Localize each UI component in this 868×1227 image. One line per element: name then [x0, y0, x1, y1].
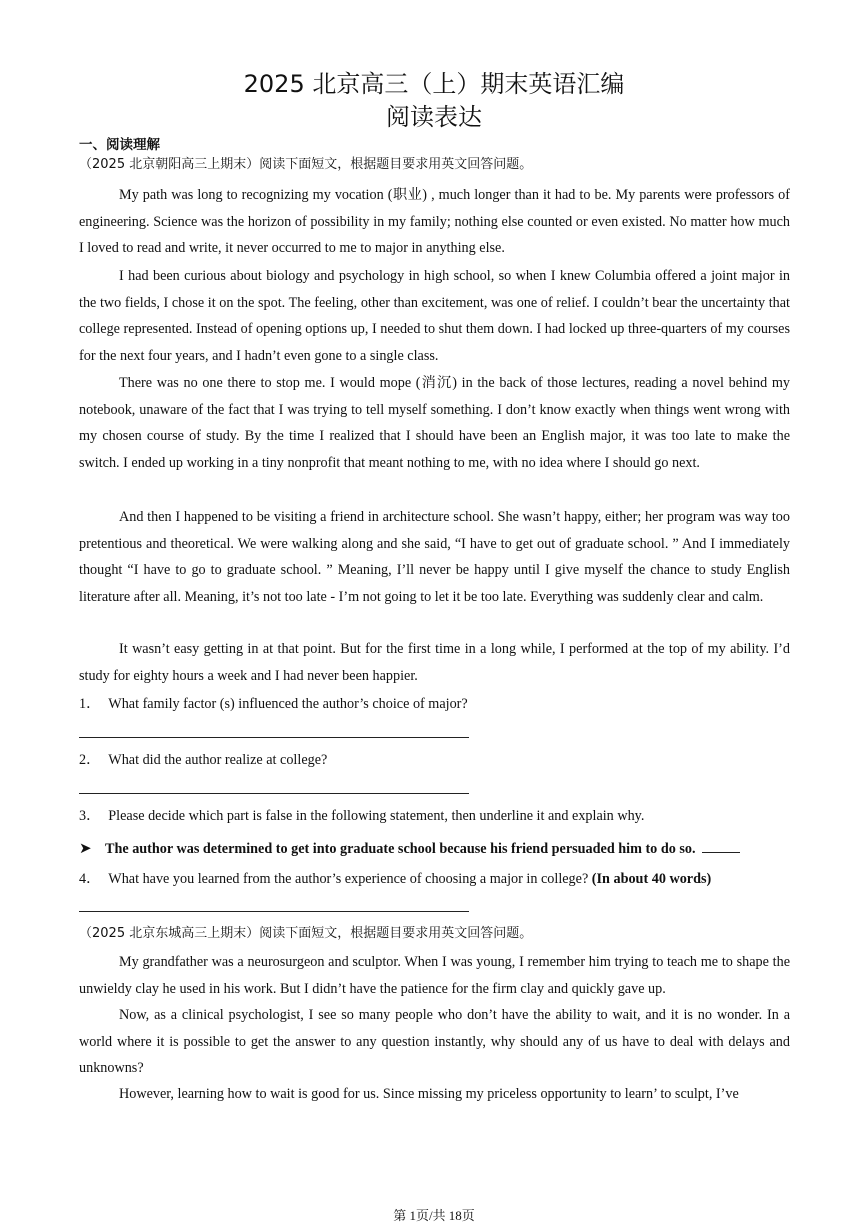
- passage2-paragraph-3: However, learning how to wait is good for us. Since missing my priceless opportunity to learn’ to sculpt, I’ve: [119, 1086, 739, 1102]
- answer-line-4[interactable]: [79, 911, 469, 912]
- passage1-paragraph-2: I had been curious about biology and psychology in high school, so when I knew Columbia offered a joint major in the two fields, I chose it on the spot. The feeling, other than excitement, was one of relief. I couldn’t bear the uncertainty that college represented. Instead of opening options up, I needed to shut them down. I had locked up three-quarters of my courses for the next four years, and I hadn’t even gone to a single class.: [79, 268, 790, 364]
- question-text: What have you learned from the author’s experience of choosing a major in college?: [108, 871, 592, 887]
- question-number: 1．: [79, 696, 101, 712]
- passage1-paragraph-4: And then I happened to be visiting a friend in architecture school. She wasn’t happy, either; her program was way too pretentious and theoretical. We were walking along and she said, “I have to get out of graduate school. ” And I immediately thought “I have to go to graduate school. ” Meaning, I’ll never be happy until I give myself the chance to study English literature after all. Meaning, it’s not too late - I’m not going to let it be too late. Everything was suddenly clear and calm.: [79, 509, 790, 605]
- section-heading: 一、阅读理解: [79, 137, 160, 153]
- arrow-bullet-icon: ➤: [79, 839, 92, 857]
- passage1-paragraph-5: It wasn’t easy getting in at that point. But for the first time in a long while, I performed at the top of my ability. I’d study for eighty hours a week and I had never been happier.: [79, 641, 790, 684]
- question-3: [79, 806, 790, 826]
- passage1-paragraph-1: My path was long to recognizing my vocation (职业) , much longer than it had to be. My parents were professors of engineering. Science was the horizon of possibility in my family; nothing else counted or even existed. No matter how much I loved to read and write, it never occurred to me to major in anything else.: [79, 187, 790, 256]
- question-text: Please decide which part is false in the following statement, then underline it and explain why.: [108, 808, 645, 824]
- document-subtitle: 阅读表达: [386, 103, 482, 131]
- question-number: 3．: [79, 808, 101, 824]
- statement-text: The author was determined to get into graduate school because his friend persuaded him to do so.: [105, 841, 696, 857]
- passage2-paragraph-1: My grandfather was a neurosurgeon and sculptor. When I was young, I remember him trying to teach me to shape the unwieldy clay he used in his work. But I didn’t have the patience for the firm clay and quickly gave up.: [79, 954, 790, 997]
- statement-item: [79, 838, 790, 859]
- answer-line-2[interactable]: [79, 793, 469, 794]
- answer-line-1[interactable]: [79, 737, 469, 738]
- question-number: 4．: [79, 871, 101, 887]
- passage1-source: （2025 北京朝阳高三上期末）阅读下面短文，根据题目要求用英文回答问题。: [79, 157, 533, 172]
- question-note: (In about 40 words): [591, 871, 712, 887]
- question-4: [79, 869, 790, 889]
- passage2-paragraph-2: Now, as a clinical psychologist, I see so many people who don’t have the ability to wait, and it is no wonder. In a world where it is possible to get the answer to any question instantly, why should any of us have to deal with delays and unknowns?: [79, 1007, 790, 1076]
- passage1-paragraph-3: There was no one there to stop me. I would mope (消沉) in the back of those lectures, reading a novel behind my notebook, unaware of the fact that I was trying to tell myself something. I don’t know exactly when things went wrong with my chosen course of study. By the time I realized that I should have been an English major, it was too late to make the switch. I ended up working in a tiny nonprofit that meant nothing to me, with no idea where I should go next.: [79, 375, 790, 471]
- question-text: What family factor (s) influenced the author’s choice of major?: [108, 696, 468, 712]
- passage2-source: （2025 北京东城高三上期末）阅读下面短文，根据题目要求用英文回答问题。: [79, 926, 533, 941]
- statement-blank[interactable]: [702, 852, 740, 853]
- question-text: What did the author realize at college?: [108, 752, 328, 768]
- document-title: 2025 北京高三（上）期末英语汇编: [243, 70, 625, 98]
- question-2: [79, 750, 790, 770]
- page-footer: 第 1页/共 18页: [393, 1208, 475, 1223]
- question-1: [79, 694, 790, 714]
- question-number: 2．: [79, 752, 101, 768]
